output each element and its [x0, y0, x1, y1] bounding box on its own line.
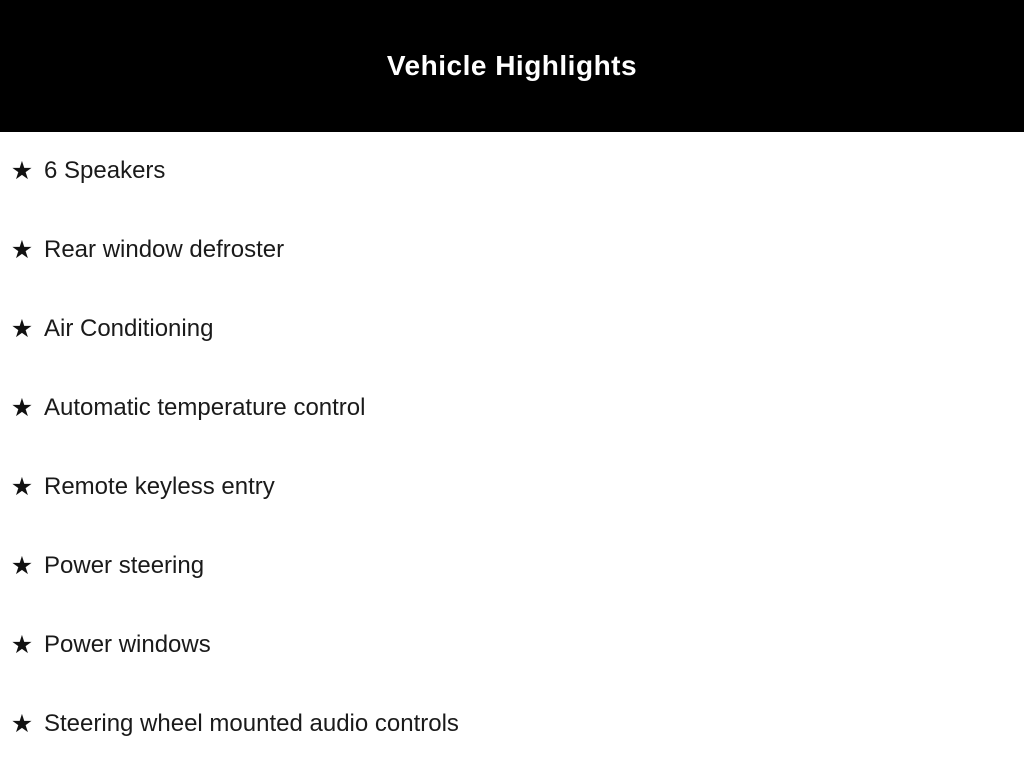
list-item: [0, 369, 1024, 448]
list-item-label: Rear window defroster: [44, 236, 285, 264]
page-title: Vehicle Highlights: [386, 50, 638, 81]
star-icon: ★: [10, 236, 34, 264]
list-item: [0, 211, 1024, 290]
star-icon: ★: [10, 631, 34, 659]
list-item: [0, 685, 1024, 764]
list-item-label: Remote keyless entry: [44, 473, 275, 501]
list-item-label: Steering wheel mounted audio controls: [44, 710, 459, 738]
list-item-label: Power steering: [44, 552, 205, 580]
star-icon: ★: [10, 315, 34, 343]
list-item: [0, 290, 1024, 369]
star-icon: ★: [10, 473, 34, 501]
list-item: [0, 606, 1024, 685]
star-icon: ★: [10, 552, 34, 580]
page-header: [0, 0, 1024, 132]
list-item: [0, 132, 1024, 211]
list-item-label: 6 Speakers: [44, 157, 166, 185]
list-item-label: Automatic temperature control: [44, 394, 366, 422]
star-icon: ★: [10, 157, 34, 185]
highlights-list: [0, 132, 1024, 764]
list-item: [0, 448, 1024, 527]
star-icon: ★: [10, 710, 34, 738]
list-item-label: Power windows: [44, 631, 211, 659]
list-item-label: Air Conditioning: [44, 315, 214, 343]
star-icon: ★: [10, 394, 34, 422]
list-item: [0, 527, 1024, 606]
